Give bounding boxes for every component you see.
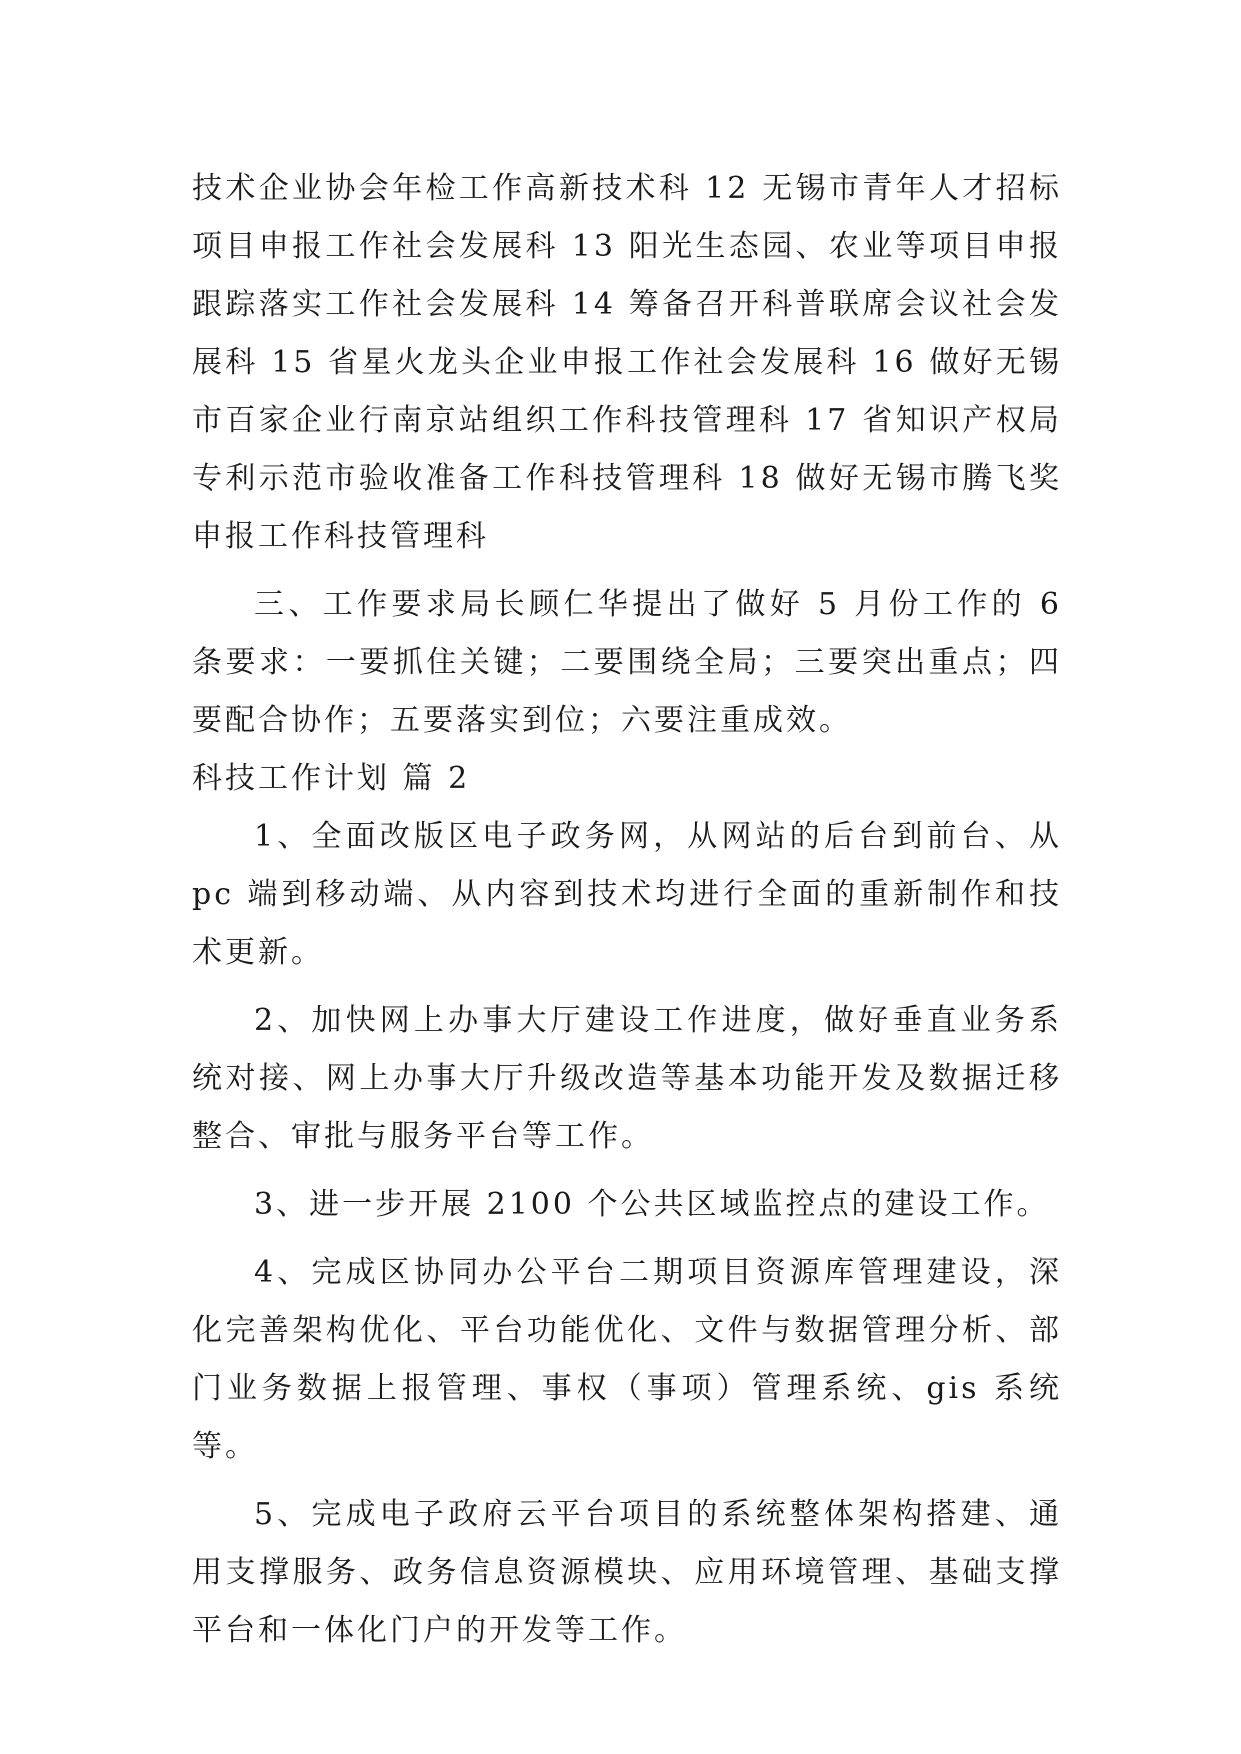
list-item: 4、完成区协同办公平台二期项目资源库管理建设，深化完善架构优化、平台功能优化、文件与数据管理分析、部门业务数据上报管理、事权（事项）管理系统、gis 系统等。 <box>192 1255 1062 1464</box>
list-item: 5、完成电子政府云平台项目的系统整体架构搭建、通用支撑服务、政务信息资源模块、应用环境管理、基础支撑平台和一体化门户的开发等工作。 <box>192 1497 1062 1648</box>
requirements-paragraph: 三、工作要求局长顾仁华提出了做好 5 月份工作的 6 条要求：一要抓住关键；二要围绕全局；三要突出重点；四要配合协作；五要落实到位；六要注重成效。 <box>192 587 1062 738</box>
section-title: 科技工作计划 篇 2 <box>192 761 471 796</box>
document-body <box>192 160 1062 1660</box>
continuation-paragraph: 技术企业协会年检工作高新技术科 12 无锡市青年人才招标项目申报工作社会发展科 13 阳光生态园、农业等项目申报跟踪落实工作社会发展科 14 筹备召开科普联席会议社会发展科 15 省星火龙头企业申报工作社会发展科 16 做好无锡市百家企业行南京站组织工作科技管理科 17 省知识产权局专利示范市验收准备工作科技管理科 18 做好无锡市腾飞奖申报工作科技管理科 <box>192 171 1062 554</box>
list-item: 1、全面改版区电子政务网，从网站的后台到前台、从 pc 端到移动端、从内容到技术均进行全面的重新制作和技术更新。 <box>192 819 1062 970</box>
list-item: 3、进一步开展 2100 个公共区域监控点的建设工作。 <box>254 1187 1050 1222</box>
list-item: 2、加快网上办事大厅建设工作进度，做好垂直业务系统对接、网上办事大厅升级改造等基本功能开发及数据迁移整合、审批与服务平台等工作。 <box>192 1003 1062 1154</box>
